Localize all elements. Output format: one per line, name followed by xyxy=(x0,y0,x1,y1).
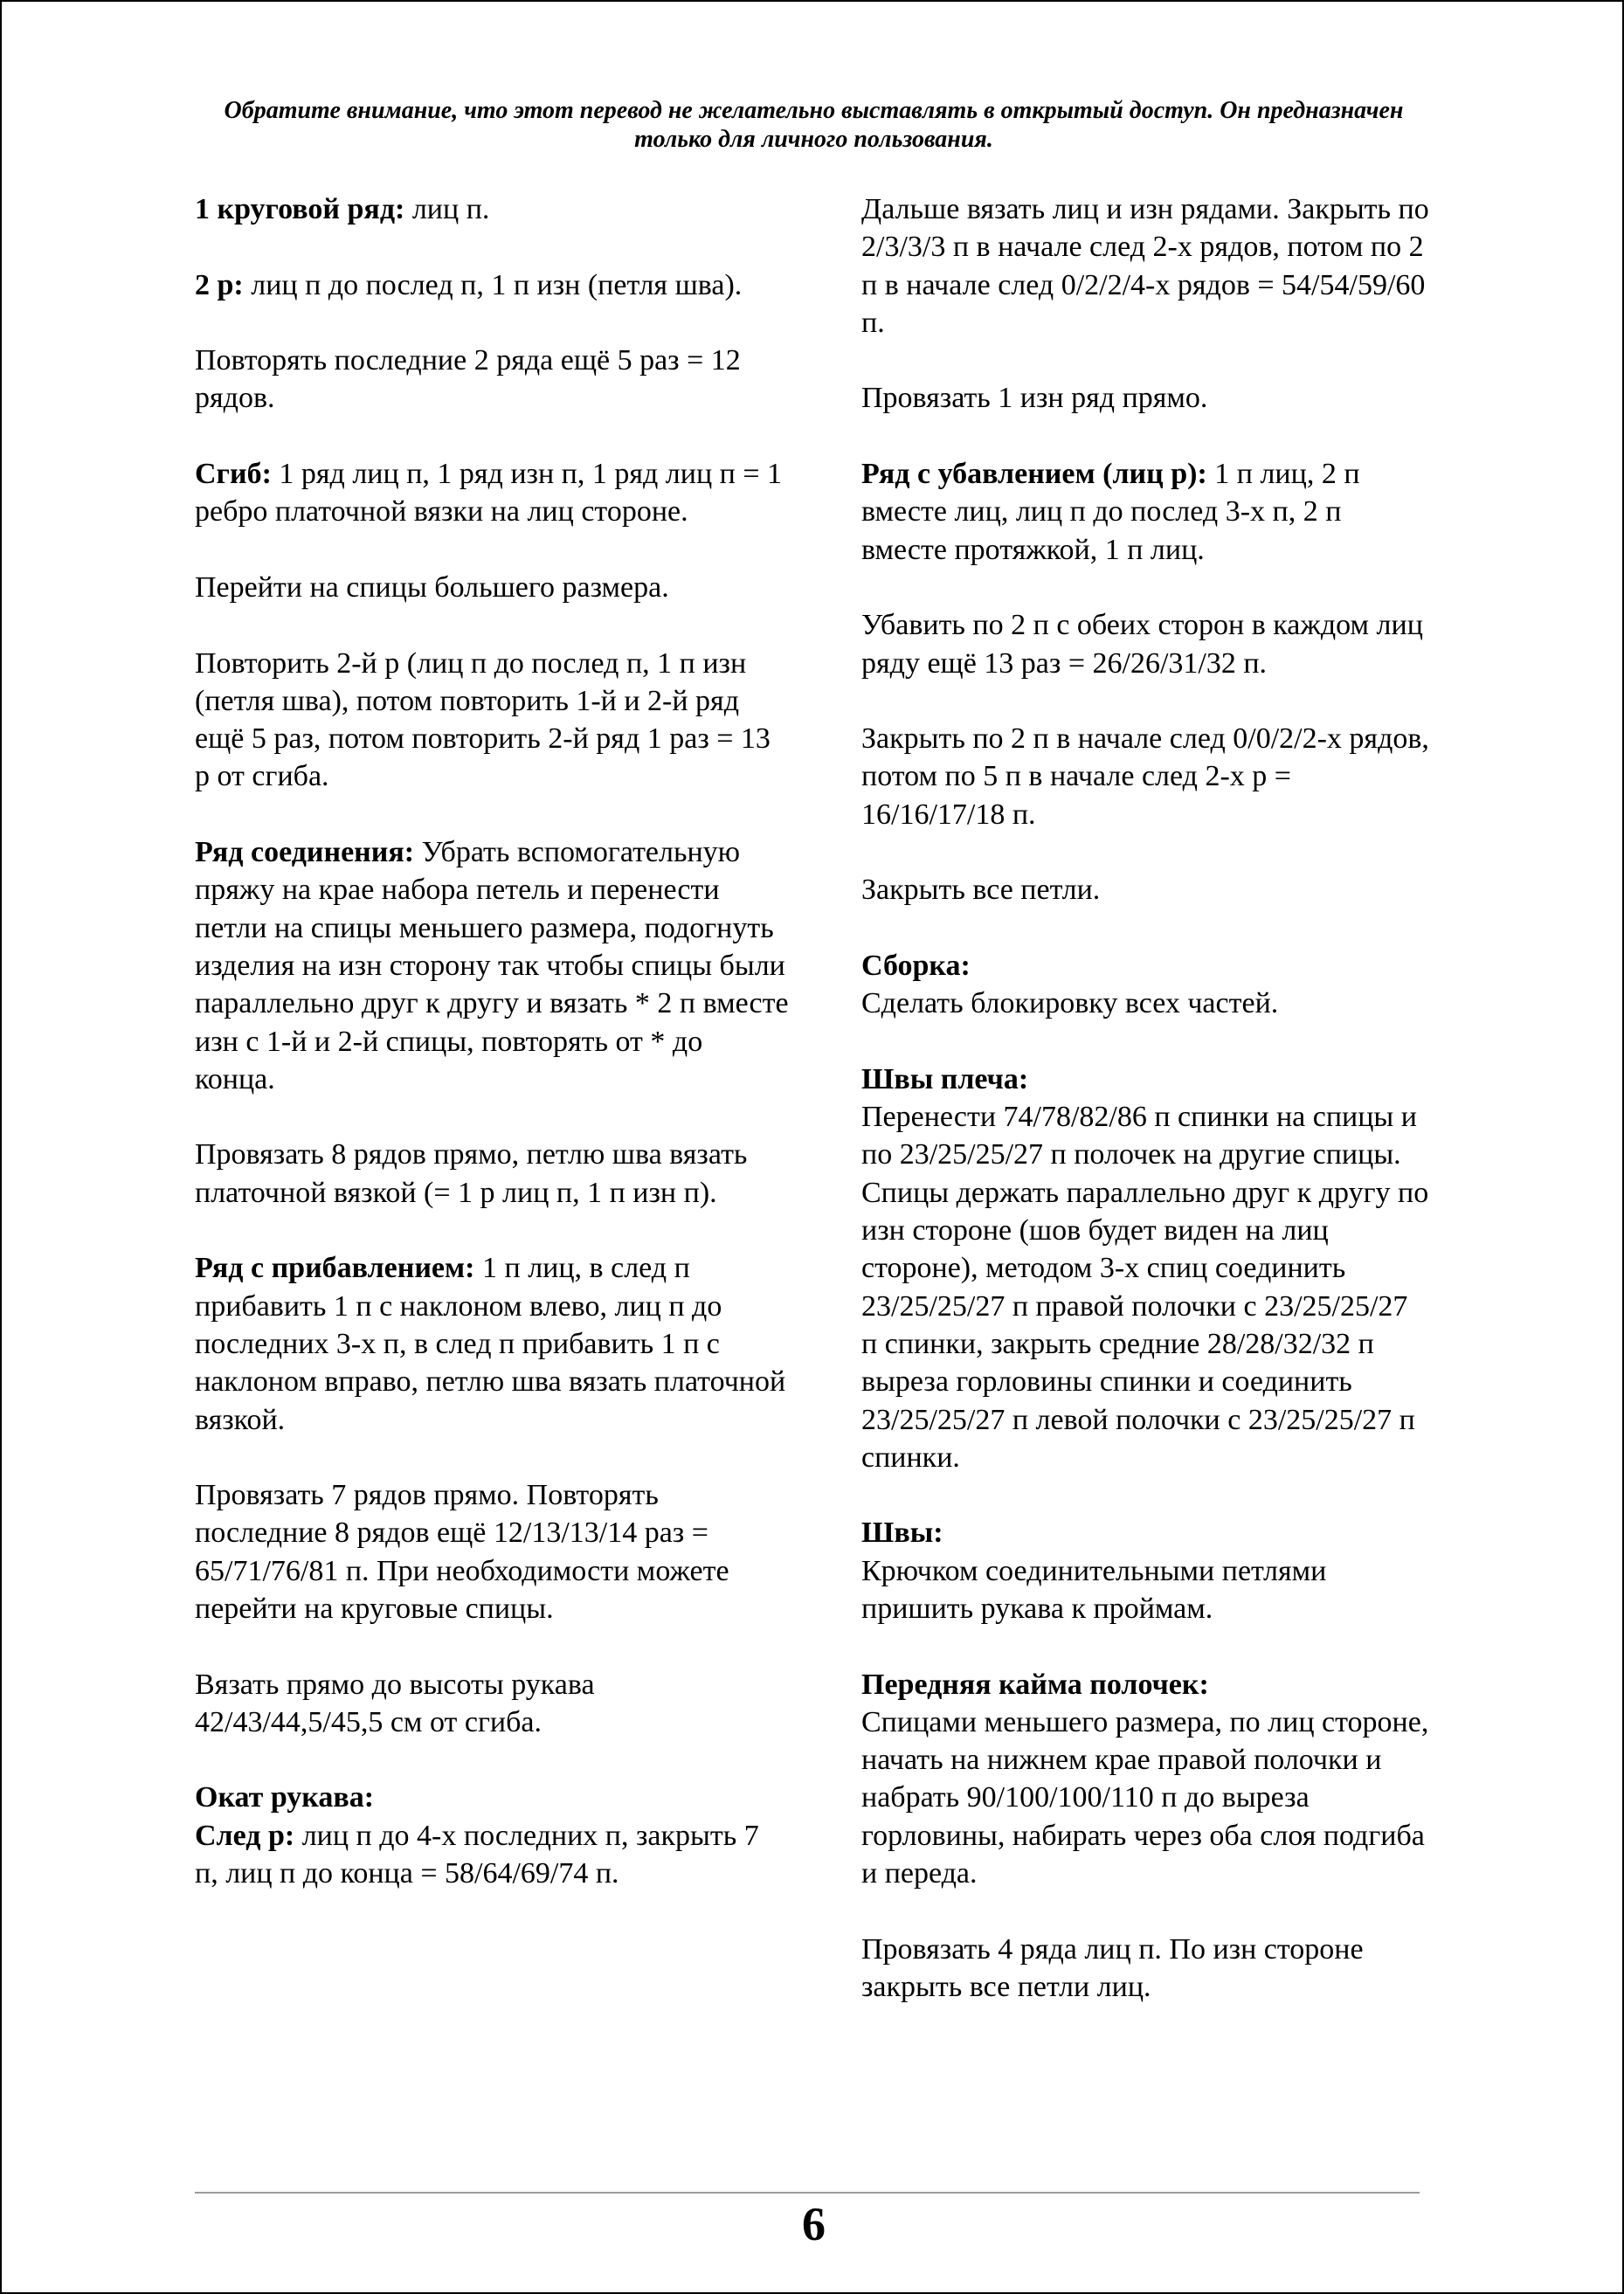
right-column xyxy=(861,190,1429,2044)
instruction-paragraph xyxy=(195,569,789,606)
section-title: Сборка: xyxy=(861,949,971,982)
section-text: Сделать блокировку всех частей. xyxy=(861,987,1279,1020)
paragraph-text: Закрыть по 2 п в начале след 0/0/2/2-х рядов, потом по 5 п в начале след 2-х р = 16/16/17/18 п. xyxy=(861,722,1429,831)
section-text: Перенести 74/78/82/86 п спинки на спицы и по 23/25/25/27 п полочек на другие спицы. Спицы держать параллельно друг к другу по изн стороне (шов будет виден на лиц стороне), методом 3-х спиц соединить 23/25/25/27 п правой полочки с 23/25/25/27 п спинки, закрыть средние 28/28/32/32 п выреза горловины спинки и соединить 23/25/25/27 п левой полочки с 23/25/25/27 п спинки. xyxy=(861,1101,1429,1474)
paragraph-text: Перейти на спицы большего размера. xyxy=(195,570,669,604)
paragraph-heading: Сгиб: xyxy=(195,458,272,491)
instruction-paragraph xyxy=(861,455,1429,569)
instruction-paragraph xyxy=(195,833,789,1098)
paragraph-heading: Ряд с убавлением (лиц р): xyxy=(861,458,1207,491)
paragraph-heading: Ряд соединения: xyxy=(195,836,415,869)
section-text: Крючком соединительными петлями пришить рукава к проймам. xyxy=(861,1554,1327,1625)
copyright-notice: Обратите внимание, что этот перевод не желательно выставлять в открытый доступ. Он предназначен только для личного пользования. xyxy=(224,97,1404,153)
paragraph-text: Провязать 7 рядов прямо. Повторять последние 8 рядов ещё 12/13/13/14 раз = 65/71/76/81 п. При необходимости можете перейти на круговые спицы. xyxy=(195,1479,729,1625)
instruction-paragraph xyxy=(195,266,789,304)
paragraph-text: Повторять последние 2 ряда ещё 5 раз = 12 рядов. xyxy=(195,344,741,415)
paragraph-heading: 2 р: xyxy=(195,268,244,301)
instruction-paragraph xyxy=(195,1476,789,1627)
instruction-paragraph xyxy=(861,871,1429,909)
paragraph-text: Вязать прямо до высоты рукава 42/43/44,5/45,5 см от сгиба. xyxy=(195,1668,595,1738)
paragraph-heading: След р: xyxy=(195,1819,295,1852)
instruction-paragraph xyxy=(195,1249,789,1438)
instruction-paragraph xyxy=(861,606,1429,682)
paragraph-text: Провязать 1 изн ряд прямо. xyxy=(861,382,1208,415)
instruction-paragraph xyxy=(861,720,1429,833)
paragraph-text: 1 ряд лиц п, 1 ряд изн п, 1 ряд лиц п = 1 ребро платочной вязки на лиц стороне. xyxy=(195,458,783,529)
paragraph-text: Убрать вспомогательную пряжу на крае набора петель и перенести петли на спицы меньшего размера, подогнуть изделия на изн сторону так чтобы спицы были параллельно друг к другу и вязать * 2 п вместе изн с 1-й и 2-й спицы, повторять от * до конца. xyxy=(195,836,789,1095)
paragraph-text: 1 п лиц, в след п прибавить 1 п с наклоном влево, лиц п до последних 3-х п, в след п прибавить 1 п с наклоном вправо, петлю шва вязать платочной вязкой. xyxy=(195,1252,786,1436)
instruction-paragraph xyxy=(195,342,789,418)
instruction-paragraph xyxy=(861,1931,1429,2007)
instruction-paragraph xyxy=(195,1136,789,1212)
paragraph-text: лиц п до 4-х последних п, закрыть 7 п, лиц п до конца = 58/64/69/74 п. xyxy=(195,1819,759,1890)
section-title: Окат рукава: xyxy=(195,1781,375,1814)
sleeve-cap-section xyxy=(195,1779,789,1892)
instruction-paragraph xyxy=(195,190,789,228)
section-title: Передняя кайма полочек: xyxy=(861,1668,1209,1701)
paragraph-text: Повторить 2-й р (лиц п до послед п, 1 п изн (петля шва), потом повторить 1-й и 2-й ряд ещё 5 раз, потом повторить 2-й ряд 1 раз = 13 р от сгиба. xyxy=(195,646,771,793)
section-title: Швы плеча: xyxy=(861,1062,1029,1095)
paragraph-heading: Ряд с прибавлением: xyxy=(195,1252,475,1285)
paragraph-text: Провязать 8 рядов прямо, петлю шва вязать платочной вязкой (= 1 р лиц п, 1 п изн п). xyxy=(195,1138,748,1209)
instruction-paragraph xyxy=(195,1666,789,1742)
paragraph-text: Провязать 4 ряда лиц п. По изн стороне закрыть все петли лиц. xyxy=(861,1932,1364,2003)
paragraph-text: Убавить по 2 п с обеих сторон в каждом лиц ряду ещё 13 раз = 26/26/31/32 п. xyxy=(861,609,1423,680)
paragraph-text: лиц п до послед п, 1 п изн (петля шва). xyxy=(243,268,743,301)
footer-divider xyxy=(195,2192,1420,2194)
page-number: 6 xyxy=(802,2198,826,2250)
seams-section xyxy=(861,1514,1429,1627)
assembly-section xyxy=(861,947,1429,1023)
section-text: Спицами меньшего размера, по лиц стороне, начать на нижнем крае правой полочки и набрать 90/100/100/110 п до выреза горловины, набирать через оба слоя подгиба и переда. xyxy=(861,1705,1429,1890)
paragraph-heading: 1 круговой ряд: xyxy=(195,193,405,225)
left-column xyxy=(195,190,789,1931)
paragraph-text: Закрыть все петли. xyxy=(861,874,1101,907)
front-band-section xyxy=(861,1666,1429,1893)
paragraph-text: Дальше вязать лиц и изн рядами. Закрыть по 2/3/3/3 п в начале след 2-х рядов, потом по 2 п в начале след 0/2/2/4-х рядов = 54/54/59/60 п. xyxy=(861,193,1429,339)
instruction-paragraph xyxy=(861,379,1429,417)
instruction-paragraph xyxy=(195,645,789,796)
paragraph-text: 1 п лиц, 2 п вместе лиц, лиц п до послед 3-х п, 2 п вместе протяжкой, 1 п лиц. xyxy=(861,458,1360,566)
paragraph-text: лиц п. xyxy=(404,193,490,225)
shoulder-seams-section xyxy=(861,1061,1429,1476)
instruction-paragraph xyxy=(861,190,1429,342)
section-title: Швы: xyxy=(861,1517,943,1550)
instruction-paragraph xyxy=(195,455,789,531)
